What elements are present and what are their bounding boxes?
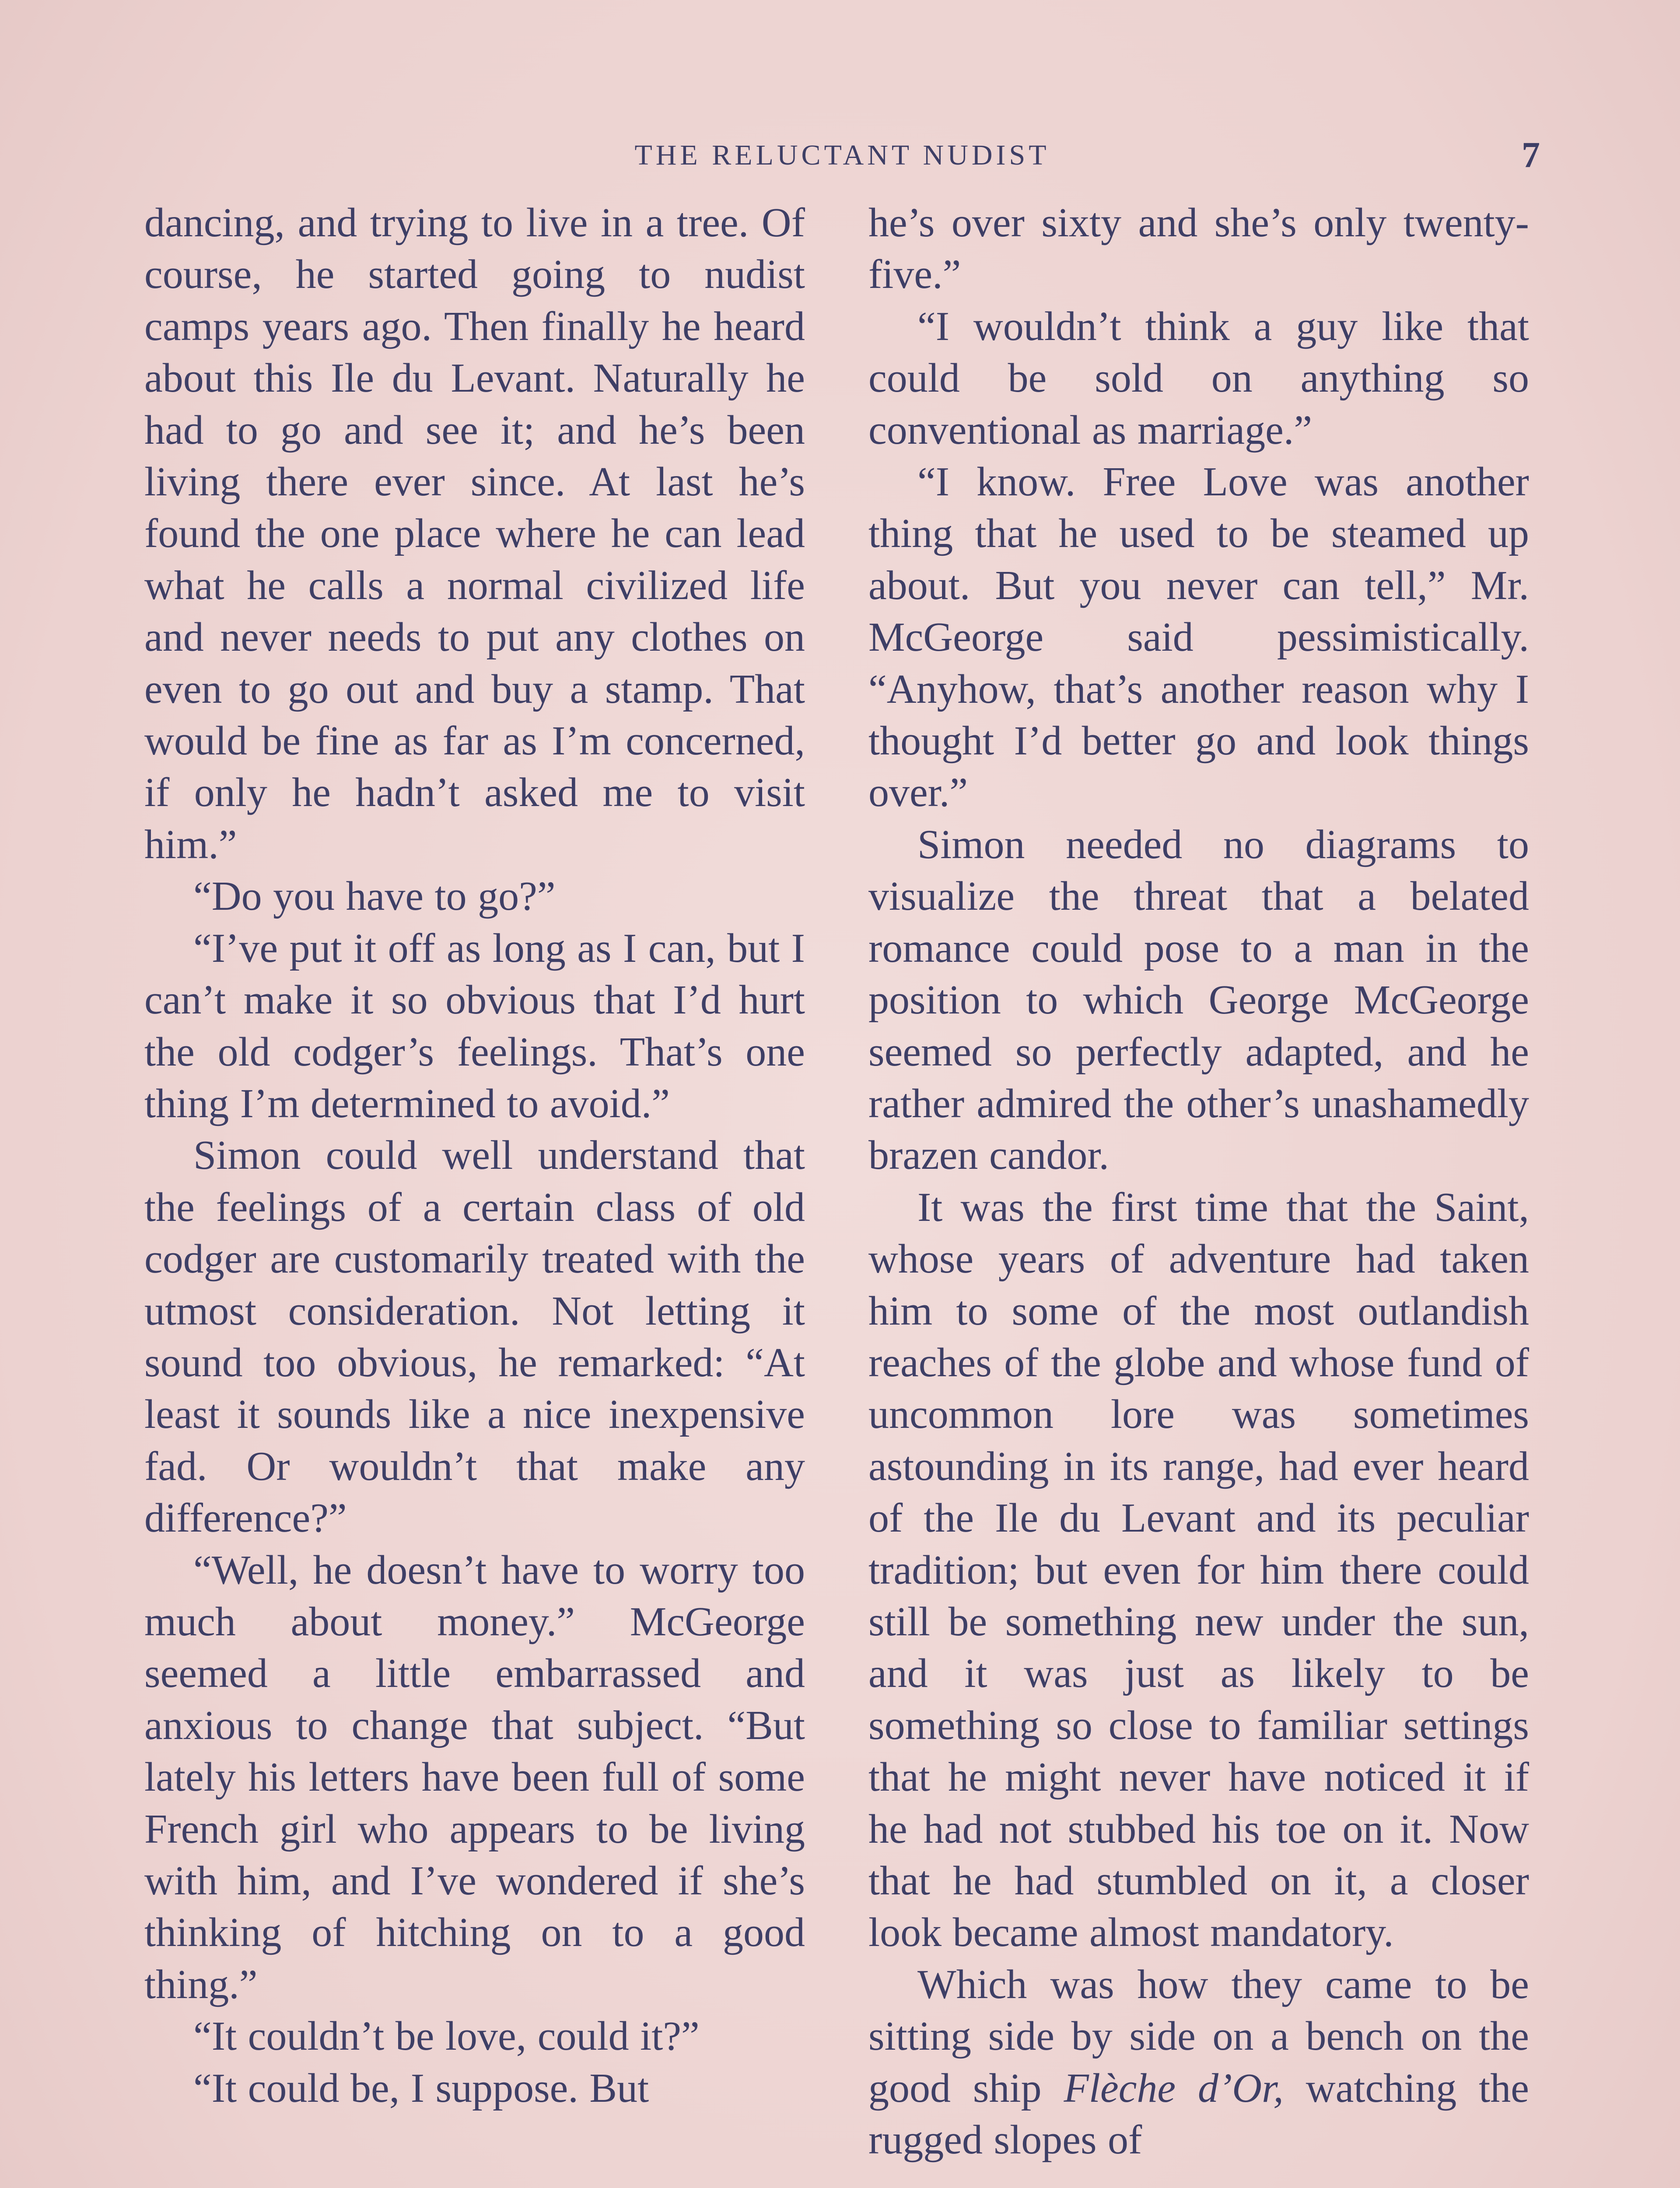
paragraph: Simon needed no diagrams to visualize the threat that a belated romance could pose to a man in the position to which George McGeorge seemed so perfectly adapted, and he rather admired the other’s unashamedly brazen candor.: [868, 821, 1529, 1178]
running-head: THE RELUCTANT NUDIST: [634, 139, 1050, 171]
paragraph-last: [868, 1959, 1529, 2166]
paragraph-text: Which was how they came to be sitting side by side on a bench on the good ship: [868, 1961, 1529, 2111]
paragraph: “It could be, I suppose. But: [193, 2065, 649, 2111]
paragraph: “Well, he doesn’t have to worry too much about money.” McGeorge seemed a little embarrassed and anxious to change that subject. “But lately his letters have been full of some French girl who appears to be living with him, and I’ve wondered if she’s thinking of hitching on to a good thing.”: [144, 1547, 805, 2007]
ship-name: Flèche d’Or,: [1064, 2065, 1284, 2111]
paragraph: dancing, and trying to live in a tree. Of course, he started going to nudist camps years ago. Then finally he heard about this Ile du Levant. Naturally he had to go and see it; and he’s been living there ever since. At last he’s found the one place where he can lead what he calls a normal civilized life and never needs to put any clothes on even to go out and buy a stamp. That would be fine as far as I’m concerned, if only he hadn’t asked me to visit him.”: [144, 200, 805, 867]
paragraph-text: watching the rugged slopes of: [868, 2065, 1529, 2163]
paragraph: “I’ve put it off as long as I can, but I can’t make it so obvious that I’d hurt the old codger’s feelings. That’s one thing I’m determined to avoid.”: [144, 925, 805, 1126]
page-header: [144, 131, 1540, 179]
left-column: [144, 197, 805, 2114]
right-column: [868, 197, 1529, 2166]
paragraph: “It couldn’t be love, could it?”: [193, 2013, 700, 2059]
paragraph: “I know. Free Love was another thing that he used to be steamed up about. But you never can tell,” Mr. McGeorge said pessimistically. “Anyhow, that’s another reason why I thought I’d better go and look things over.”: [868, 459, 1529, 816]
paragraph: Simon could well understand that the feelings of a certain class of old codger are customarily treated with the utmost consideration. Not letting it sound too obvious, he remarked: “At least it sounds like a nice inexpensive fad. Or wouldn’t that make any difference?”: [144, 1133, 805, 1541]
page-number: 7: [1522, 135, 1540, 175]
paragraph: “Do you have to go?”: [193, 873, 556, 919]
paragraph: “I wouldn’t think a guy like that could be sold on anything so conventional as marriage.”: [868, 303, 1529, 453]
paragraph: he’s over sixty and she’s only twenty-five.”: [868, 200, 1529, 298]
paragraph: It was the first time that the Saint, whose years of adventure had taken him to some of the most outlandish reaches of the globe and whose fund of uncommon lore was sometimes astounding in its range, had ever heard of the Ile du Levant and its peculiar tradition; but even for him there could still be something new under the sun, and it was just as likely to be something so close to familiar settings that he might never have noticed it if he had not stubbed his toe on it. Now that he had stumbled on it, a closer look became almost mandatory.: [868, 1184, 1529, 1956]
